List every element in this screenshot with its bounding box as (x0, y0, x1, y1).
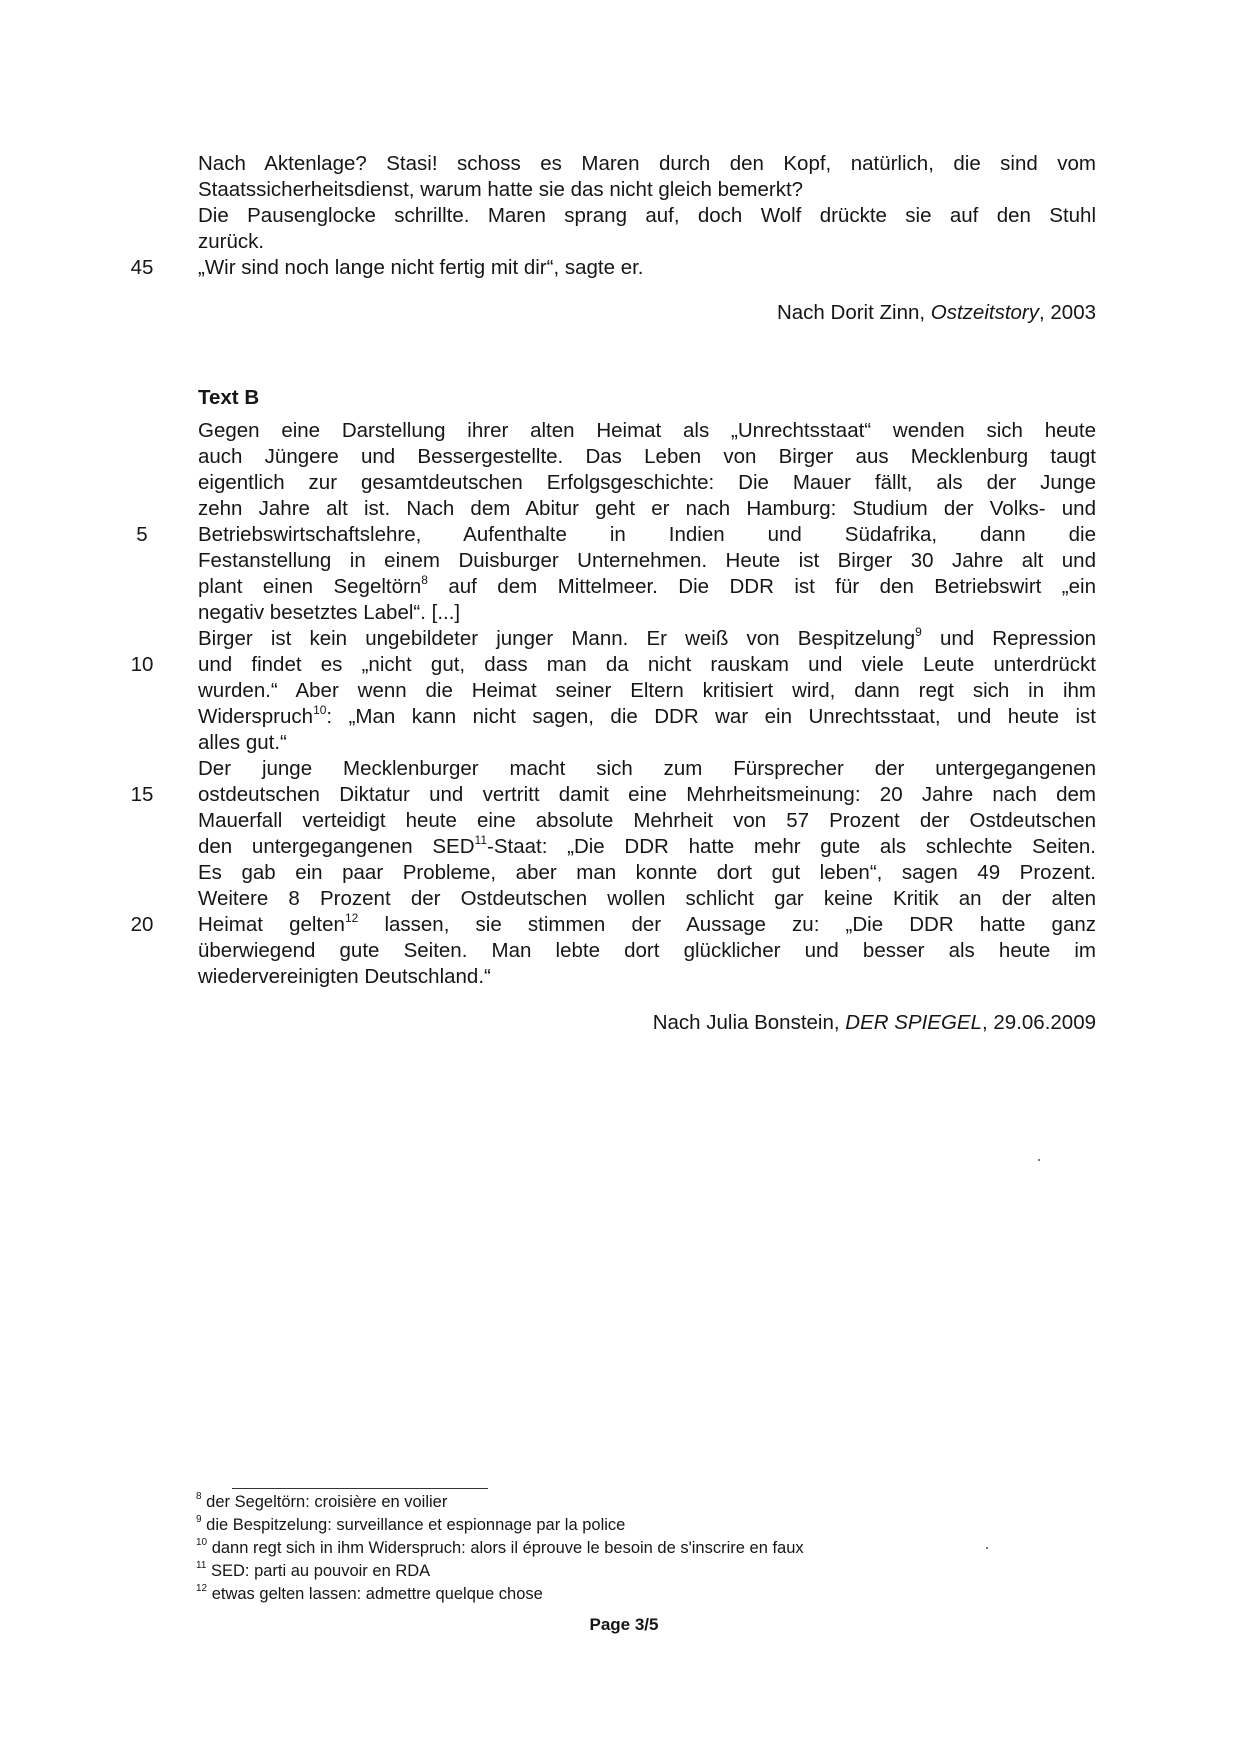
scan-speck (1038, 1159, 1040, 1161)
footnote-ref-9: 9 (915, 625, 922, 640)
line-number-5: 5 (136, 523, 148, 546)
text-a-source-suffix: , 2003 (1039, 301, 1096, 324)
footnote-number: 8 (196, 1490, 202, 1502)
footnote-text: etwas gelten lassen: admettre quelque chose (207, 1585, 543, 1603)
line-number-20: 20 (130, 913, 154, 936)
text-b-line-14: Der junge Mecklenburger macht sich zum Fürsprecher der untergegangenen (198, 757, 1096, 780)
footnote-ref-11: 11 (474, 833, 488, 848)
footnote-ref-12: 12 (344, 911, 359, 926)
footnote-8 (196, 1492, 447, 1512)
text-b-line-15: ostdeutschen Diktatur und vertritt damit eine Mehrheitsmeinung: 20 Jahre nach dem (198, 783, 1096, 806)
text-a-line-5: „Wir sind noch lange nicht fertig mit dir“, sagte er. (198, 256, 644, 279)
footnote-text: dann regt sich in ihm Widerspruch: alors il éprouve le besoin de s'inscrire en faux (207, 1539, 804, 1557)
text-a-line-4: zurück. (198, 230, 265, 253)
text-b-line-16: Mauerfall verteidigt heute eine absolute Mehrheit von 57 Prozent der Ostdeutschen (198, 809, 1096, 832)
text-b-line-20-b: lassen, sie stimmen der Aussage zu: „Die DDR hatte ganz (358, 913, 1096, 936)
footnote-12 (196, 1584, 543, 1604)
text-b-line-11: wurden.“ Aber wenn die Heimat seiner Eltern kritisiert wird, dann regt sich in ihm (198, 679, 1096, 702)
scan-speck (986, 1547, 988, 1549)
footnote-number: 9 (196, 1513, 202, 1525)
text-b-line-18: Es gab ein paar Probleme, aber man konnte dort gut leben“, sagen 49 Prozent. (198, 861, 1096, 884)
text-b-heading: Text B (198, 386, 260, 409)
text-b-source-title: DER SPIEGEL (845, 1011, 982, 1034)
footnote-11 (196, 1561, 430, 1581)
text-b-source-suffix: , 29.06.2009 (982, 1011, 1096, 1034)
text-b-line-17 (198, 834, 1096, 860)
text-b-line-13: alles gut.“ (198, 731, 287, 754)
text-a-source-prefix: Nach Dorit Zinn, (776, 301, 931, 324)
page-number: Page 3/5 (589, 1615, 659, 1634)
text-b-line-9 (198, 626, 1096, 652)
footnote-ref-8: 8 (421, 573, 428, 588)
text-b-line-1: Gegen eine Darstellung ihrer alten Heimat als „Unrechtsstaat“ wenden sich heute (198, 419, 1096, 442)
text-b-line-5: Betriebswirtschaftslehre, Aufenthalte in Indien und Südafrika, dann die (198, 523, 1096, 546)
text-b-line-10: und findet es „nicht gut, dass man da nicht rauskam und viele Leute unterdrückt (198, 653, 1096, 676)
footnote-separator (232, 1488, 488, 1489)
text-b-line-17-b: -Staat: „Die DDR hatte mehr gute als schlechte Seiten. (487, 835, 1097, 858)
text-a-line-2: Staatssicherheitsdienst, warum hatte sie das nicht gleich bemerkt? (198, 178, 804, 201)
footnote-text: der Segeltörn: croisière en voilier (201, 1493, 448, 1511)
text-b-source (653, 1010, 1096, 1036)
text-b-line-22: wiedervereinigten Deutschland.“ (198, 965, 491, 988)
line-number-15: 15 (130, 783, 154, 806)
text-b-line-2: auch Jüngere und Bessergestellte. Das Leben von Birger aus Mecklenburg taugt (198, 445, 1096, 468)
text-b-line-17-a: den untergegangenen SED (198, 835, 475, 858)
footnote-number: 11 (196, 1559, 207, 1571)
text-b-line-7-b: auf dem Mittelmeer. Die DDR ist für den Betriebswirt „ein (427, 575, 1096, 598)
line-number-10: 10 (130, 653, 154, 676)
text-a-line-3: Die Pausenglocke schrillte. Maren sprang auf, doch Wolf drückte sie auf den Stuhl (198, 204, 1096, 227)
text-a-source (777, 300, 1096, 326)
footnote-text: SED: parti au pouvoir en RDA (206, 1562, 431, 1580)
text-b-line-9-b: und Repression (921, 627, 1096, 650)
text-a-source-title: Ostzeitstory (930, 301, 1039, 324)
text-b-line-20 (198, 912, 1096, 938)
text-b-line-20-a: Heimat gelten (198, 913, 345, 936)
text-b-line-3: eigentlich zur gesamtdeutschen Erfolgsgeschichte: Die Mauer fällt, als der Junge (198, 471, 1096, 494)
text-b-line-8: negativ besetztes Label“. [...] (198, 601, 461, 624)
text-b-line-6: Festanstellung in einem Duisburger Unternehmen. Heute ist Birger 30 Jahre alt und (198, 549, 1096, 572)
text-b-line-7 (198, 574, 1096, 600)
text-b-line-12-b: : „Man kann nicht sagen, die DDR war ein Unrechtsstaat, und heute ist (326, 705, 1096, 728)
footnote-number: 12 (196, 1582, 208, 1594)
text-b-line-21: überwiegend gute Seiten. Man lebte dort glücklicher und besser als heute im (198, 939, 1096, 962)
footnote-text: die Bespitzelung: surveillance et espionnage par la police (201, 1516, 626, 1534)
footnote-10 (196, 1538, 804, 1558)
text-b-line-4: zehn Jahre alt ist. Nach dem Abitur geht er nach Hamburg: Studium der Volks- und (198, 497, 1096, 520)
footnote-9 (196, 1515, 625, 1535)
text-b-line-12 (198, 704, 1096, 730)
text-b-line-19: Weitere 8 Prozent der Ostdeutschen wollen schlicht gar keine Kritik an der alten (198, 887, 1096, 910)
text-a-line-1: Nach Aktenlage? Stasi! schoss es Maren durch den Kopf, natürlich, die sind vom (198, 152, 1096, 175)
text-b-line-12-a: Widerspruch (198, 705, 314, 728)
line-number-45: 45 (130, 256, 154, 279)
text-b-source-prefix: Nach Julia Bonstein, (652, 1011, 846, 1034)
text-b-line-7-a: plant einen Segeltörn (198, 575, 422, 598)
text-b-line-9-a: Birger ist kein ungebildeter junger Mann. Er weiß von Bespitzelung (198, 627, 916, 650)
footnote-ref-10: 10 (313, 703, 327, 718)
footnote-number: 10 (196, 1536, 208, 1548)
